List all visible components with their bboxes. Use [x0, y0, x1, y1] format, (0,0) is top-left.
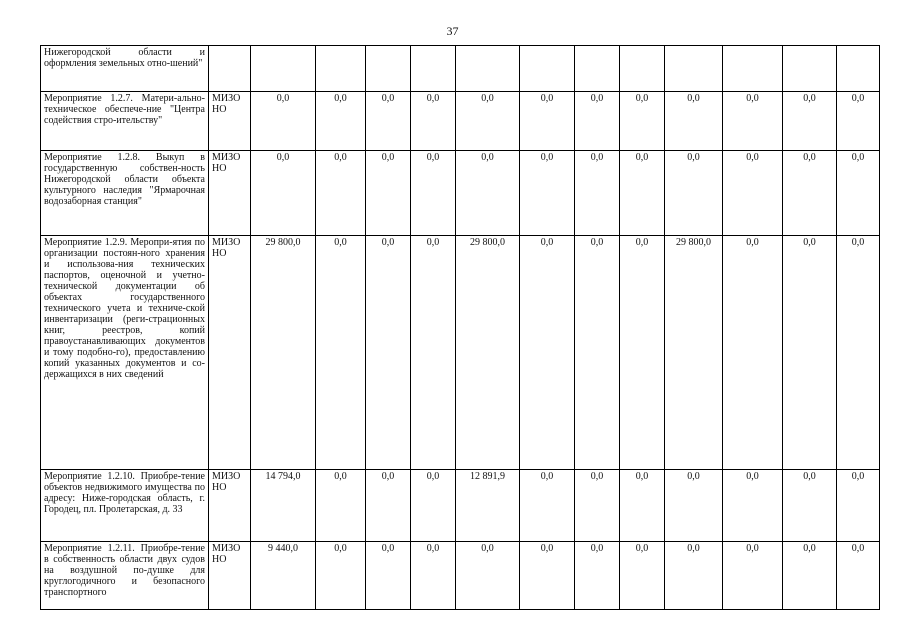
page-number: 37 [446, 24, 459, 38]
value-cell: 0,0 [620, 542, 665, 610]
value-cell: 0,0 [837, 542, 880, 610]
value-cell: 0,0 [520, 151, 575, 236]
value-cell: 0,0 [723, 236, 783, 470]
activity-description: Мероприятие 1.2.9. Меропри-ятия по организации постоян-ного хранения и использова-ния технических паспортов, оценочной и учетно-технической документации об объектах государственного технического учета и техниче-ской инвентаризации (реги-страционных книг, реестров, копий правоустанавливающих документов и тому подобно-го), предоставлению копий указанных документов и со-держащихся в них сведений [41, 236, 209, 470]
table-row [41, 46, 880, 92]
value-cell: 0,0 [837, 470, 880, 542]
value-cell: 0,0 [366, 92, 411, 151]
value-cell: 0,0 [783, 236, 837, 470]
executor-cell [209, 46, 251, 92]
executor-cell: МИЗО НО [209, 542, 251, 610]
value-cell: 29 800,0 [456, 236, 520, 470]
table-row [41, 542, 880, 610]
value-cell: 0,0 [456, 92, 520, 151]
value-cell [251, 46, 316, 92]
value-cell: 0,0 [366, 470, 411, 542]
value-cell: 0,0 [620, 470, 665, 542]
value-cell: 29 800,0 [251, 236, 316, 470]
value-cell: 0,0 [366, 542, 411, 610]
value-cell: 0,0 [723, 470, 783, 542]
value-cell: 0,0 [620, 151, 665, 236]
value-cell: 0,0 [837, 92, 880, 151]
value-cell [723, 46, 783, 92]
value-cell: 0,0 [665, 151, 723, 236]
value-cell: 0,0 [411, 470, 456, 542]
activity-description: Нижегородской области и оформления земельных отно-шений" [41, 46, 209, 92]
value-cell: 0,0 [411, 151, 456, 236]
executor-cell: МИЗО НО [209, 236, 251, 470]
table-row [41, 236, 880, 470]
value-cell: 0,0 [251, 151, 316, 236]
value-cell: 9 440,0 [251, 542, 316, 610]
value-cell: 0,0 [316, 236, 366, 470]
value-cell: 0,0 [723, 542, 783, 610]
value-cell [620, 46, 665, 92]
value-cell: 0,0 [316, 470, 366, 542]
value-cell: 0,0 [783, 151, 837, 236]
table-row [41, 151, 880, 236]
value-cell: 0,0 [316, 151, 366, 236]
value-cell: 0,0 [620, 92, 665, 151]
value-cell: 0,0 [520, 92, 575, 151]
value-cell: 0,0 [366, 151, 411, 236]
table-row [41, 92, 880, 151]
activity-description: Мероприятие 1.2.7. Матери-ально-техническое обеспече-ние "Центра содействия стро-ительству" [41, 92, 209, 151]
value-cell [520, 46, 575, 92]
value-cell [783, 46, 837, 92]
value-cell: 0,0 [520, 470, 575, 542]
value-cell [665, 46, 723, 92]
executor-cell: МИЗО НО [209, 151, 251, 236]
value-cell: 0,0 [251, 92, 316, 151]
value-cell: 0,0 [456, 542, 520, 610]
value-cell: 0,0 [575, 542, 620, 610]
value-cell [411, 46, 456, 92]
executor-cell: МИЗО НО [209, 92, 251, 151]
value-cell [316, 46, 366, 92]
value-cell: 0,0 [575, 151, 620, 236]
program-table [40, 45, 880, 610]
value-cell: 0,0 [783, 470, 837, 542]
activity-description: Мероприятие 1.2.11. Приобре-тение в собственность области двух судов на воздушной по-душке для круглогодичного и безопасного транспортного [41, 542, 209, 610]
value-cell: 0,0 [456, 151, 520, 236]
activity-description: Мероприятие 1.2.8. Выкуп в государственную собствен-ность Нижегородской области объекта культурного наследия "Ярмарочная водозаборная станция" [41, 151, 209, 236]
value-cell: 0,0 [411, 236, 456, 470]
value-cell: 0,0 [837, 236, 880, 470]
executor-cell: МИЗО НО [209, 470, 251, 542]
value-cell [575, 46, 620, 92]
value-cell: 0,0 [665, 470, 723, 542]
value-cell: 0,0 [837, 151, 880, 236]
value-cell [366, 46, 411, 92]
value-cell: 14 794,0 [251, 470, 316, 542]
value-cell: 0,0 [575, 470, 620, 542]
value-cell: 0,0 [411, 92, 456, 151]
value-cell: 0,0 [316, 92, 366, 151]
value-cell: 0,0 [665, 92, 723, 151]
activity-description: Мероприятие 1.2.10. Приобре-тение объектов недвижимого имущества по адресу: Ниже-городская область, г. Городец, пл. Пролетарская, д. 33 [41, 470, 209, 542]
value-cell: 0,0 [575, 236, 620, 470]
value-cell: 0,0 [520, 236, 575, 470]
value-cell: 29 800,0 [665, 236, 723, 470]
table-row [41, 470, 880, 542]
value-cell: 0,0 [783, 92, 837, 151]
value-cell [456, 46, 520, 92]
value-cell: 0,0 [411, 542, 456, 610]
value-cell: 0,0 [575, 92, 620, 151]
value-cell: 0,0 [723, 92, 783, 151]
value-cell: 0,0 [620, 236, 665, 470]
value-cell: 0,0 [665, 542, 723, 610]
value-cell: 0,0 [723, 151, 783, 236]
value-cell: 0,0 [783, 542, 837, 610]
value-cell: 0,0 [366, 236, 411, 470]
value-cell: 0,0 [520, 542, 575, 610]
value-cell [837, 46, 880, 92]
value-cell: 0,0 [316, 542, 366, 610]
value-cell: 12 891,9 [456, 470, 520, 542]
